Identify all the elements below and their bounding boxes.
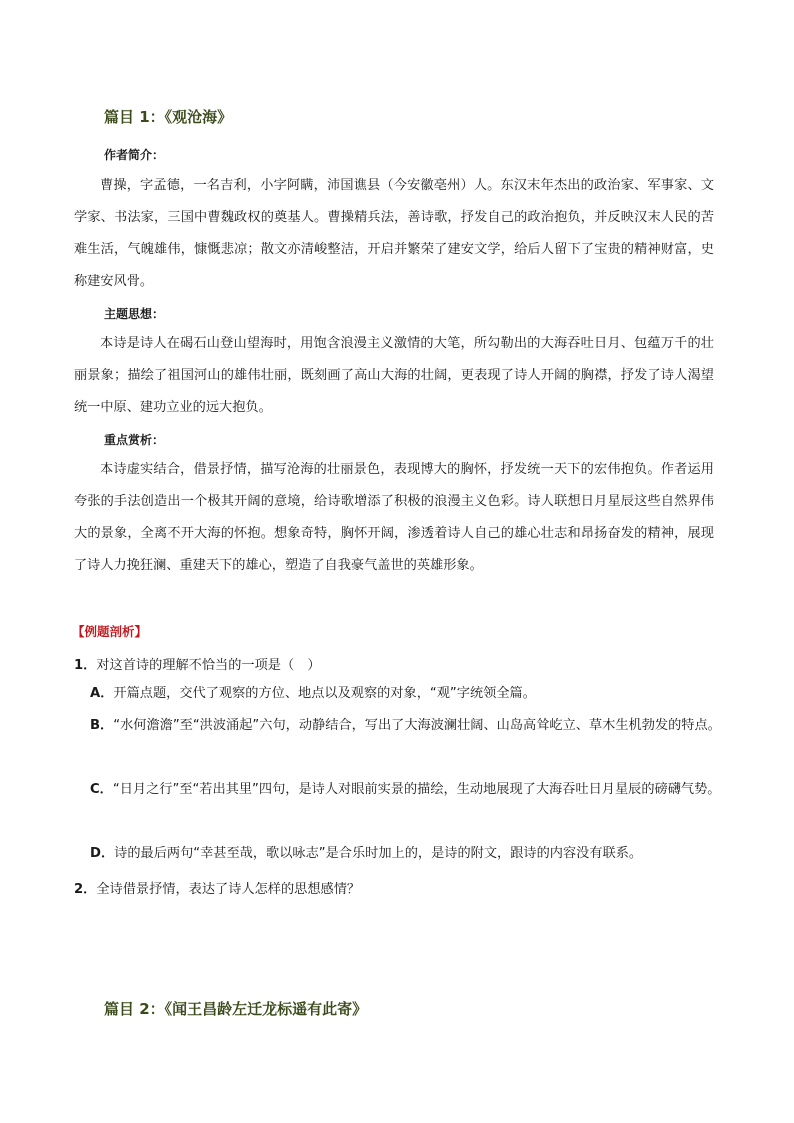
key-analysis-label: 重点赏析： xyxy=(104,433,165,447)
option-b-text: “水何澹澹”至“洪波涌起”六句，动静结合，写出了大海波澜壮阔、山岛高耸屹立、草木生机勃发的特点。 xyxy=(113,718,721,733)
theme-text: 本诗是诗人在碣石山登山望海时，用饱含浪漫主义激情的大笔，所勾勒出的大海吞吐日月、包蕴万千的壮丽景象；描绘了祖国河山的雄伟壮丽，既刻画了高山大海的壮阔，更表现了诗人开阔的胸襟，抒发了诗人渴望统一中原、建功立业的远大抱负。 xyxy=(74,336,714,415)
example-analysis-tag: 【例题剖析】 xyxy=(72,624,148,639)
option-c-letter: C． xyxy=(90,782,113,797)
option-a-letter: A． xyxy=(90,686,114,701)
option-a xyxy=(90,678,726,710)
question-2-number: 2． xyxy=(74,882,97,897)
option-d-text: 诗的最后两句“幸甚至哉，歌以咏志”是合乐时加上的，是诗的附文，跟诗的内容没有联系。 xyxy=(114,846,643,861)
key-analysis-text: 本诗虚实结合，借景抒情，描写沧海的壮丽景色，表现博大的胸怀，抒发统一天下的宏伟抱负。作者运用夸张的手法创造出一个极其开阔的意境，给诗歌增添了积极的浪漫主义色彩。诗人联想日月星辰这些自然界伟大的景象，全离不开大海的怀抱。想象奇特，胸怀开阔，渗透着诗人自己的雄心壮志和昂扬奋发的精神，展现了诗人力挽狂澜、重建天下的雄心，塑造了自我豪气盖世的英雄形象。 xyxy=(74,462,714,573)
option-c xyxy=(90,774,726,806)
author-intro-label: 作者简介： xyxy=(104,148,165,162)
question-2 xyxy=(74,878,360,897)
author-intro-text: 曹操，字孟德，一名吉利，小字阿瞒，沛国谯县（今安徽亳州）人。东汉末年杰出的政治家、军事家、文学家、书法家，三国中曹魏政权的奠基人。曹操精兵法，善诗歌，抒发自己的政治抱负，并反映汉末人民的苦难生活，气魄雄伟，慷慨悲凉；散文亦清峻整洁，开启并繁荣了建安文学，给后人留下了宝贵的精神财富，史称建安风骨。 xyxy=(74,178,714,289)
question-1-text: 对这首诗的理解不恰当的一项是（ ） xyxy=(96,658,321,673)
section2-heading: 篇目 2：《闻王昌龄左迁龙标遥有此寄》 xyxy=(104,1000,368,1018)
section1-heading: 篇目 1：《观沧海》 xyxy=(104,108,233,126)
option-d xyxy=(90,838,726,870)
theme-label: 主题思想： xyxy=(104,307,165,321)
question-1 xyxy=(74,654,321,673)
question-1-number: 1． xyxy=(74,658,97,673)
option-c-text: “日月之行”至“若出其里”四句，是诗人对眼前实景的描绘，生动地展现了大海吞吐日月星辰的磅礴气势。 xyxy=(112,782,721,797)
option-b xyxy=(90,710,726,742)
question-2-text: 全诗借景抒情，表达了诗人怎样的思想感情？ xyxy=(96,882,361,897)
option-d-letter: D． xyxy=(90,846,115,861)
option-a-text: 开篇点题，交代了观察的方位、地点以及观察的对象，“观”字统领全篇。 xyxy=(113,686,536,701)
option-b-letter: B． xyxy=(90,718,114,733)
